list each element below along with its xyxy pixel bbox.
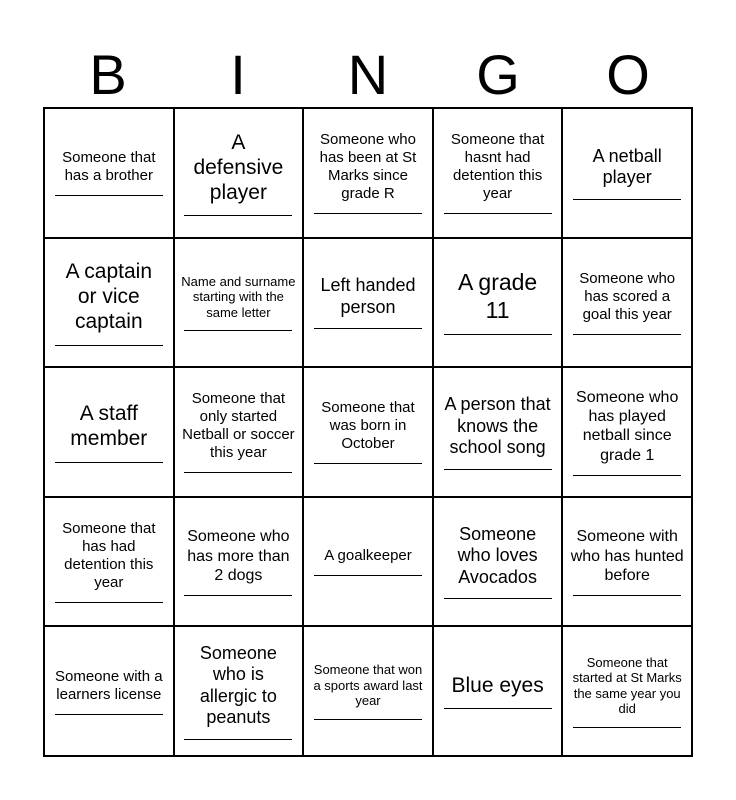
cell-text: A goalkeeper bbox=[324, 547, 412, 565]
signature-line bbox=[55, 462, 163, 463]
bingo-cell[interactable] bbox=[44, 238, 174, 368]
bingo-cell[interactable] bbox=[303, 626, 433, 756]
signature-line bbox=[55, 602, 163, 603]
cell-text: A grade 11 bbox=[457, 269, 538, 323]
header-letter-n: N bbox=[347, 43, 389, 106]
cell-text: Someone that hasnt had detention this year bbox=[450, 131, 545, 203]
signature-line bbox=[314, 719, 422, 720]
signature-line bbox=[184, 595, 292, 596]
signature-line bbox=[444, 708, 552, 709]
header-letter-i: I bbox=[230, 43, 246, 106]
signature-line bbox=[184, 330, 292, 331]
cell-text: Someone that started at St Marks the same year you did bbox=[572, 654, 682, 717]
bingo-cell[interactable] bbox=[44, 367, 174, 497]
cell-text: Someone that was born in October bbox=[321, 399, 415, 453]
bingo-cell[interactable] bbox=[44, 626, 174, 756]
bingo-cell[interactable] bbox=[433, 238, 563, 368]
bingo-cell[interactable] bbox=[303, 238, 433, 368]
bingo-cell[interactable] bbox=[433, 108, 563, 238]
cell-text: Someone that won a sports award last year bbox=[313, 662, 423, 709]
bingo-cell[interactable] bbox=[303, 367, 433, 497]
bingo-cell[interactable] bbox=[303, 497, 433, 627]
cell-text: Someone with who has hunted before bbox=[570, 528, 684, 584]
signature-line bbox=[314, 463, 422, 464]
signature-line bbox=[55, 195, 163, 196]
signature-line bbox=[55, 714, 163, 715]
cell-text: A captain or vice captain bbox=[65, 260, 152, 334]
bingo-cell[interactable] bbox=[174, 238, 304, 368]
bingo-cell[interactable] bbox=[174, 108, 304, 238]
signature-line bbox=[184, 739, 292, 740]
signature-line bbox=[573, 199, 681, 200]
signature-line bbox=[573, 727, 681, 728]
bingo-header bbox=[43, 42, 693, 108]
bingo-grid bbox=[43, 107, 693, 757]
cell-text: Someone who loves Avocados bbox=[457, 523, 538, 587]
cell-text: A defensive player bbox=[193, 130, 284, 204]
bingo-cell[interactable] bbox=[433, 367, 563, 497]
signature-line bbox=[444, 213, 552, 214]
bingo-cell[interactable] bbox=[562, 238, 692, 368]
header-letter-b: B bbox=[89, 43, 127, 106]
signature-line bbox=[444, 469, 552, 470]
cell-text: Someone who has more than 2 dogs bbox=[187, 528, 290, 584]
signature-line bbox=[55, 345, 163, 346]
signature-line bbox=[444, 598, 552, 599]
header-letter-o: O bbox=[606, 43, 650, 106]
signature-line bbox=[184, 472, 292, 473]
cell-text: Name and surname starting with the same letter bbox=[181, 273, 296, 320]
signature-line bbox=[314, 328, 422, 329]
cell-text: Left handed person bbox=[320, 275, 416, 317]
cell-text: Blue eyes bbox=[451, 674, 544, 698]
cell-text: Someone who has been at St Marks since grade R bbox=[319, 131, 417, 203]
cell-text: Someone that has a brother bbox=[62, 149, 156, 185]
bingo-cell[interactable] bbox=[562, 497, 692, 627]
signature-line bbox=[573, 334, 681, 335]
bingo-cell[interactable] bbox=[44, 108, 174, 238]
bingo-cell[interactable] bbox=[562, 367, 692, 497]
bingo-cell[interactable] bbox=[174, 367, 304, 497]
cell-text: A person that knows the school song bbox=[444, 394, 551, 458]
signature-line bbox=[184, 215, 292, 216]
cell-text: Someone who is allergic to peanuts bbox=[199, 642, 277, 728]
header-letter-g: G bbox=[476, 43, 520, 106]
cell-text: Someone who has scored a goal this year bbox=[579, 269, 676, 323]
bingo-cell[interactable] bbox=[433, 497, 563, 627]
bingo-cell[interactable] bbox=[562, 626, 692, 756]
signature-line bbox=[444, 334, 552, 335]
cell-text: Someone with a learners license bbox=[55, 667, 163, 703]
bingo-cell[interactable] bbox=[174, 497, 304, 627]
cell-text: Someone that only started Netball or soccer this year bbox=[182, 390, 295, 462]
signature-line bbox=[573, 595, 681, 596]
bingo-cell[interactable] bbox=[562, 108, 692, 238]
cell-text: Someone who has played netball since grade 1 bbox=[576, 389, 679, 464]
bingo-cell[interactable] bbox=[44, 497, 174, 627]
bingo-cell[interactable] bbox=[433, 626, 563, 756]
signature-line bbox=[314, 213, 422, 214]
signature-line bbox=[314, 575, 422, 576]
bingo-cell[interactable] bbox=[303, 108, 433, 238]
bingo-cell[interactable] bbox=[174, 626, 304, 756]
cell-text: A staff member bbox=[70, 402, 148, 451]
cell-text: Someone that has had detention this year bbox=[62, 520, 156, 592]
signature-line bbox=[573, 475, 681, 476]
cell-text: A netball player bbox=[592, 145, 662, 188]
